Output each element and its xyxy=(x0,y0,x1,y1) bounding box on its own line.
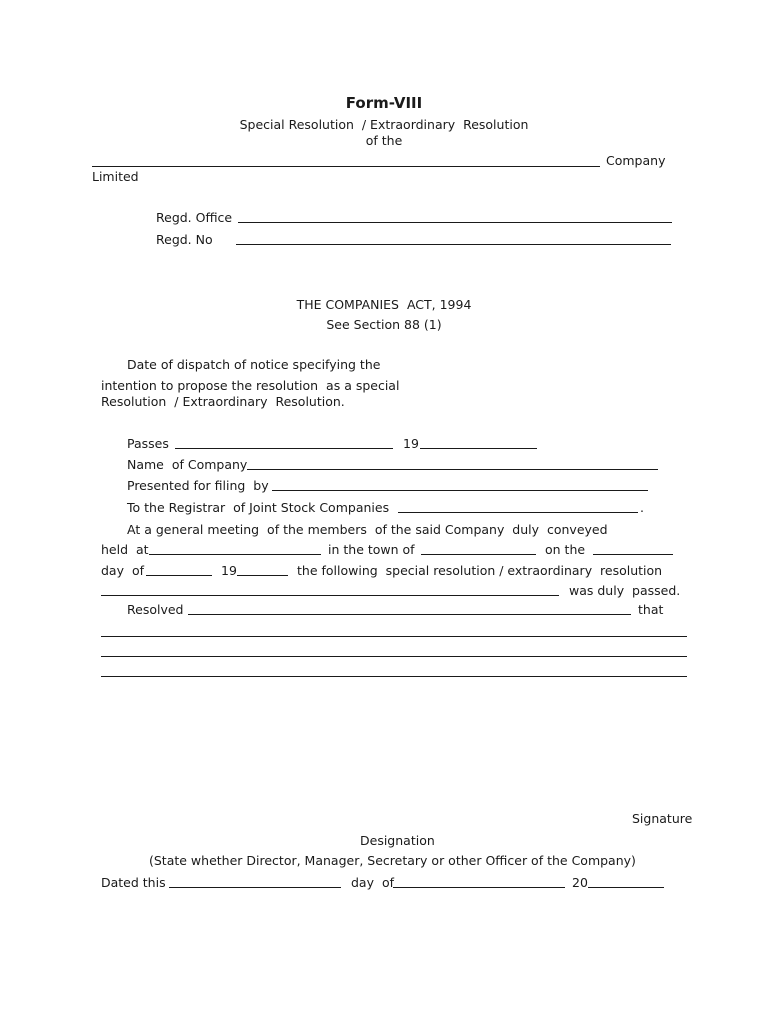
resolved-label: Resolved xyxy=(127,602,184,617)
passes-label: Passes xyxy=(127,436,169,451)
on-the-label: on the xyxy=(545,542,586,557)
held-at-label: held at xyxy=(101,542,149,557)
dispatch-line-2: intention to propose the resolution as a special xyxy=(101,378,400,393)
dated-this-label: Dated this xyxy=(101,875,166,890)
resolution-text-line-2[interactable] xyxy=(101,656,687,657)
act-title: THE COMPANIES ACT, 1994 xyxy=(296,297,472,312)
meeting-line: At a general meeting of the members of the said Company duly conveyed xyxy=(127,522,608,537)
day-of-label: day of xyxy=(101,563,144,578)
town-blank[interactable] xyxy=(421,554,536,555)
duly-passed-text: was duly passed. xyxy=(569,583,681,598)
year-prefix-19-b: 19 xyxy=(221,563,237,578)
following-resolution-text: the following special resolution / extraordinary resolution xyxy=(297,563,663,578)
year-prefix-19: 19 xyxy=(403,436,419,451)
day-blank[interactable] xyxy=(146,575,212,576)
resolved-blank[interactable] xyxy=(188,614,631,615)
in-town-label: in the town of xyxy=(328,542,415,557)
registrar-period: . xyxy=(640,500,644,515)
limited-label: Limited xyxy=(92,169,139,184)
passes-blank[interactable] xyxy=(175,448,393,449)
presented-for-filing-label: Presented for filing by xyxy=(127,478,269,493)
act-section: See Section 88 (1) xyxy=(326,317,442,332)
regd-no-blank[interactable] xyxy=(236,244,671,245)
dated-month-blank[interactable] xyxy=(393,887,565,888)
of-the-text: of the xyxy=(365,133,403,148)
presented-for-filing-blank[interactable] xyxy=(272,490,648,491)
dated-year-blank[interactable] xyxy=(588,887,664,888)
form-subtitle: Special Resolution / Extraordinary Resolution xyxy=(239,117,529,132)
held-at-blank[interactable] xyxy=(149,554,321,555)
regd-no-label: Regd. No xyxy=(156,232,213,247)
dated-day-blank[interactable] xyxy=(169,887,341,888)
form-title: Form-VIII xyxy=(345,94,423,112)
company-name-blank[interactable] xyxy=(92,166,600,167)
regd-office-label: Regd. Office xyxy=(156,210,233,225)
year-prefix-20: 20 xyxy=(572,875,588,890)
dispatch-line-1: Date of dispatch of notice specifying the xyxy=(127,357,381,372)
name-of-company-blank[interactable] xyxy=(247,469,658,470)
name-of-company-label: Name of Company xyxy=(127,457,248,472)
registrar-blank[interactable] xyxy=(398,512,638,513)
regd-office-blank[interactable] xyxy=(238,222,672,223)
footer-day-of-label: day of xyxy=(351,875,394,890)
resolution-text-line-1[interactable] xyxy=(101,636,687,637)
registrar-label: To the Registrar of Joint Stock Companies xyxy=(127,500,390,515)
on-the-blank[interactable] xyxy=(593,554,673,555)
company-label: Company xyxy=(606,153,666,168)
resolution-text-line-3[interactable] xyxy=(101,676,687,677)
that-label: that xyxy=(638,602,664,617)
resolution-blank[interactable] xyxy=(101,595,559,596)
officer-note: (State whether Director, Manager, Secretary or other Officer of the Company) xyxy=(149,853,636,868)
designation-label: Designation xyxy=(360,833,435,848)
dispatch-line-3: Resolution / Extraordinary Resolution. xyxy=(101,394,345,409)
day-year-blank[interactable] xyxy=(237,575,288,576)
signature-label: Signature xyxy=(632,811,693,826)
passes-year-blank[interactable] xyxy=(420,448,537,449)
